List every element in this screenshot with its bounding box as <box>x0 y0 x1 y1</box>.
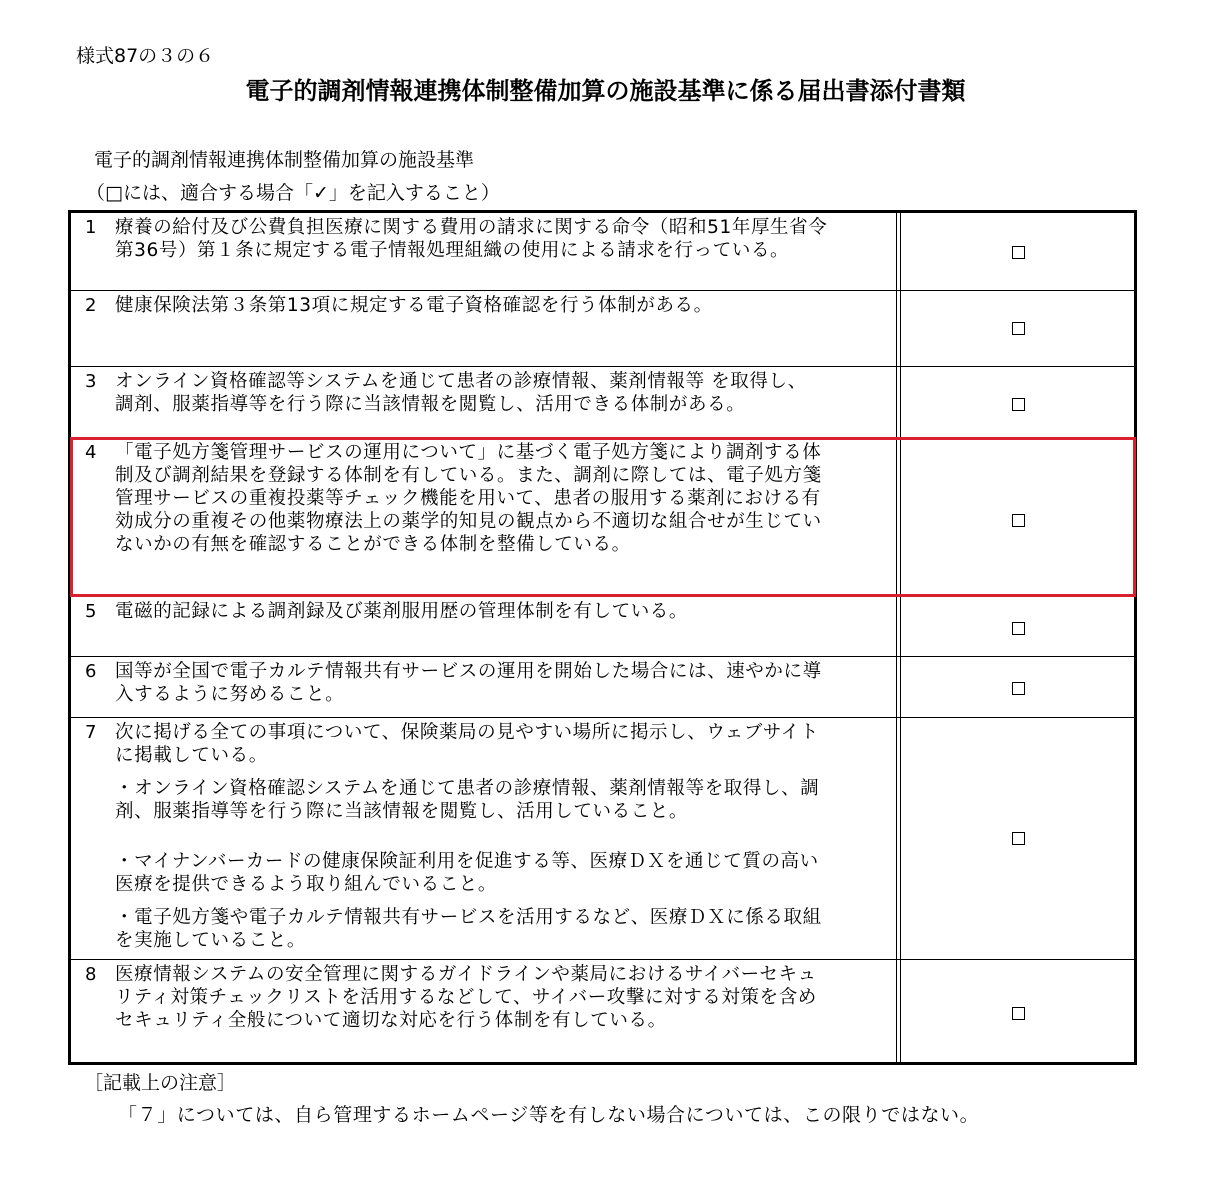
text-line: 管理サービスの重複投薬等チェック機能を用いて、患者の服用する薬剤における有 <box>115 488 821 509</box>
criteria-checkbox-7[interactable] <box>1012 832 1025 845</box>
text-line: に掲載している。 <box>115 745 268 766</box>
criteria-checkbox-6[interactable] <box>1012 682 1025 695</box>
bullet-line: ・マイナンバーカードの健康保険証利用を促進する等、医療ＤＸを通じて質の高い <box>115 851 819 872</box>
text-line: 第36号）第１条に規定する電子情報処理組織の使用による請求を行っている。 <box>115 240 790 261</box>
criteria-checkbox-5[interactable] <box>1012 622 1025 635</box>
text-line: 入するように努めること。 <box>115 684 345 705</box>
row-number: 2 <box>85 295 97 316</box>
row-number: 4 <box>85 442 97 463</box>
text-line: 次に掲げる全ての事項について、保険薬局の見やすい場所に掲示し、ウェブサイト <box>115 722 819 743</box>
text-line: 「電子処方箋管理サービスの運用について」に基づく電子処方箋により調剤する体 <box>115 442 822 463</box>
bullet-line: ・オンライン資格確認システムを通じて患者の診療情報、薬剤情報等を取得し、調 <box>115 778 820 799</box>
text-line: 健康保険法第３条第13項に規定する電子資格確認を行う体制がある。 <box>115 295 713 316</box>
criteria-text <box>115 963 895 1032</box>
criteria-text <box>115 370 895 416</box>
notes-text: 「７」については、自ら管理するホームページ等を有しない場合については、この限りではない。 <box>118 1104 980 1126</box>
notes-heading: ［記載上の注意］ <box>84 1072 237 1094</box>
text-line: 制及び調剤結果を登録する体制を有している。また、調剤に際しては、電子処方箋 <box>115 465 822 486</box>
criteria-text <box>115 660 895 706</box>
document-title: 電子的調剤情報連携体制整備加算の施設基準に係る届出書添付書類 <box>245 77 966 105</box>
text-line: セキュリティ全般について適切な対応を行う体制を有している。 <box>115 1010 667 1031</box>
row-number: 7 <box>85 722 97 743</box>
text-line: 電磁的記録による調剤録及び薬剤服用歴の管理体制を有している。 <box>115 601 689 622</box>
criteria-row-1 <box>71 213 1134 291</box>
text-line: 効成分の重複その他薬物療法上の薬学的知見の観点から不適切な組合せが生じてい <box>115 511 822 532</box>
criteria-text <box>115 441 895 556</box>
criteria-text <box>115 216 895 262</box>
bullet-line: ・電子処方箋や電子カルテ情報共有サービスを活用するなど、医療ＤＸに係る取組 <box>115 907 822 928</box>
criteria-checkbox-4[interactable] <box>1012 514 1025 527</box>
text-line: ないかの有無を確認することができる体制を整備している。 <box>115 534 631 555</box>
criteria-checkbox-1[interactable] <box>1012 246 1025 259</box>
criteria-table <box>68 210 1137 1065</box>
criteria-text <box>115 721 895 952</box>
row-number: 1 <box>85 217 97 238</box>
criteria-row-5 <box>71 597 1134 657</box>
criteria-row-6 <box>71 657 1134 718</box>
text-line: 国等が全国で電子カルテ情報共有サービスの運用を開始した場合には、速やかに導 <box>115 661 822 682</box>
criteria-text <box>115 294 895 317</box>
row-number: 3 <box>85 371 97 392</box>
criteria-row-2 <box>71 291 1134 367</box>
bullet-line: 医療を提供できるよう取り組んでいること。 <box>115 874 498 895</box>
row-number: 8 <box>85 964 97 985</box>
bullet-line: 剤、服薬指導等を行う際に当該情報を閲覧し、活用していること。 <box>115 801 689 822</box>
text-line: 調剤、服薬指導等を行う際に当該情報を閲覧し、活用できる体制がある。 <box>115 394 746 415</box>
criteria-checkbox-2[interactable] <box>1012 322 1025 335</box>
criteria-row-7 <box>71 718 1134 960</box>
text-line: 療養の給付及び公費負担医療に関する費用の請求に関する命令（昭和51年厚生省令 <box>115 217 828 238</box>
text-line: リティ対策チェックリストを活用するなどして、サイバー攻撃に対する対策を含め <box>115 987 817 1008</box>
criteria-row-3 <box>71 367 1134 438</box>
text-line: 医療情報システムの安全管理に関するガイドラインや薬局におけるサイバーセキュ <box>115 964 817 985</box>
criteria-checkbox-8[interactable] <box>1012 1007 1025 1020</box>
row-number: 6 <box>85 661 97 682</box>
row-number: 5 <box>85 601 97 622</box>
form-number: 様式87の３の６ <box>76 45 215 67</box>
criteria-checkbox-3[interactable] <box>1012 398 1025 411</box>
criteria-text <box>115 600 895 623</box>
criteria-row-8 <box>71 960 1134 1062</box>
bullet-line: を実施していること。 <box>115 930 307 951</box>
section-heading: 電子的調剤情報連携体制整備加算の施設基準 <box>94 149 475 171</box>
checkbox-instruction: （□には、適合する場合「✓」を記入すること） <box>86 182 500 204</box>
text-line: オンライン資格確認等システムを通じて患者の診療情報、薬剤情報等 を取得し、 <box>115 371 807 392</box>
criteria-row-4 <box>71 438 1134 597</box>
